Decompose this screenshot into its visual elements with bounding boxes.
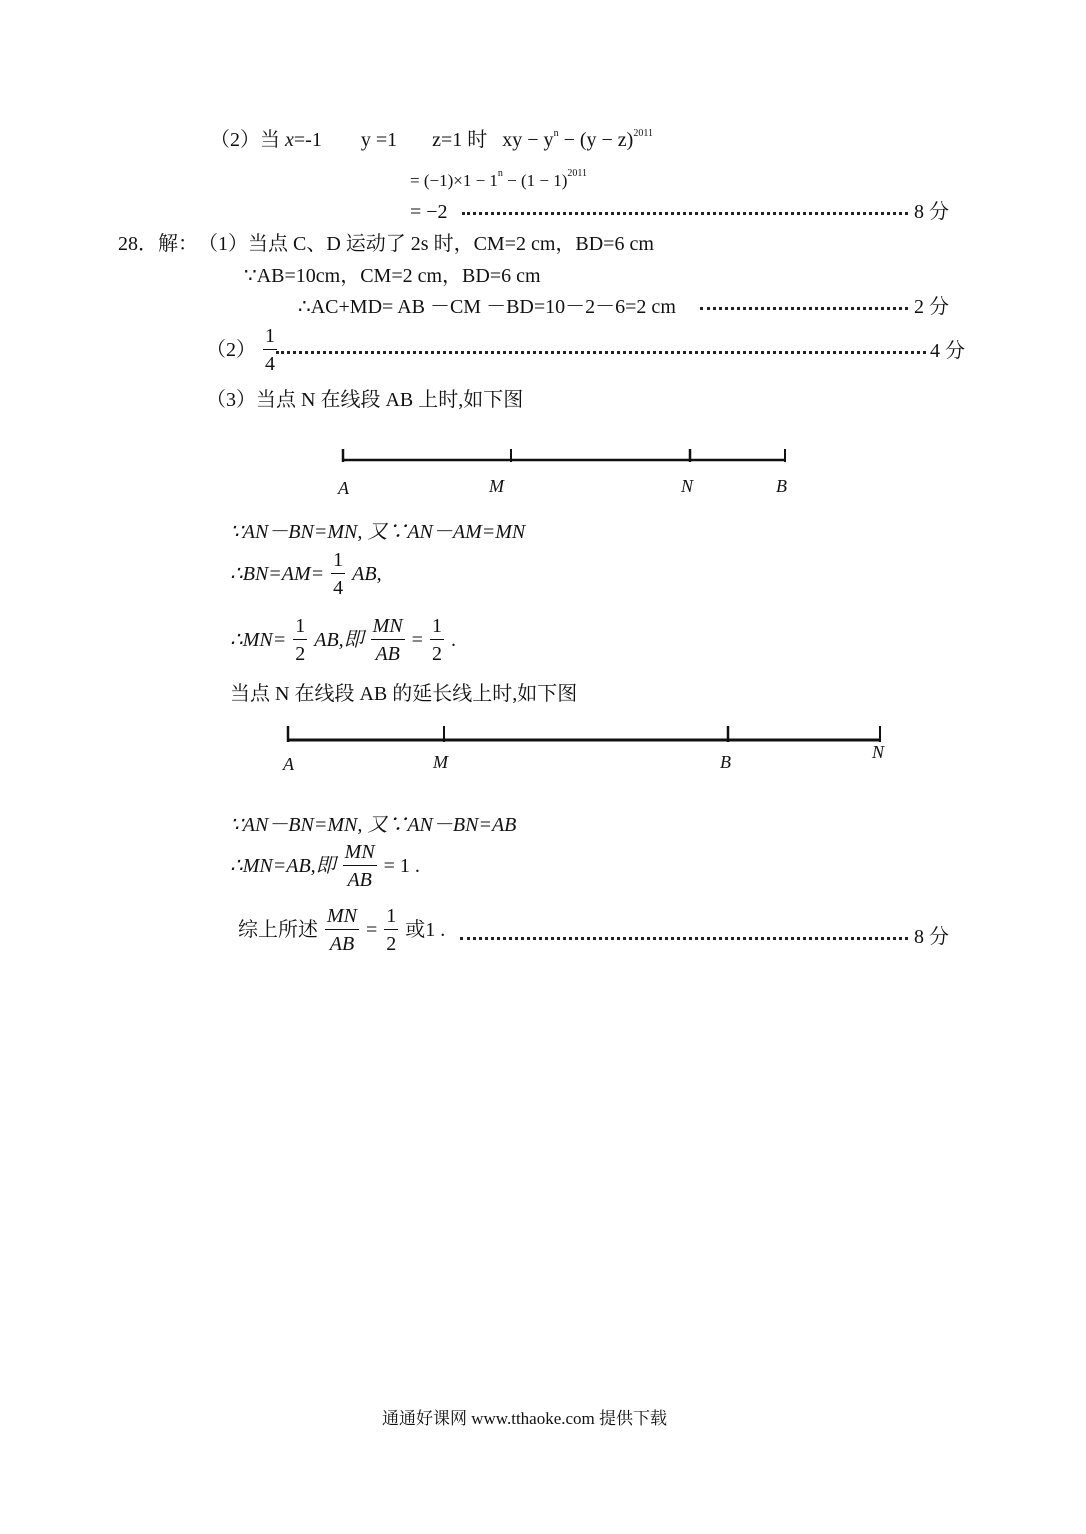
score-leader-dots	[700, 307, 908, 310]
case1-line1: ∵AN－BN=MN, 又∵AN－AM=MN	[230, 521, 526, 543]
part2-prefix: （2）	[206, 339, 256, 361]
fraction-denominator: 4	[333, 577, 344, 599]
fraction-mn-over-ab	[343, 842, 377, 890]
fraction-numerator: MN	[343, 842, 377, 866]
substitution-exp-n: n	[497, 168, 503, 179]
period: .	[450, 629, 456, 651]
q28-part1-line2: ∵AB=10cm，CM=2 cm，BD=6 cm	[244, 265, 541, 287]
case1-line3-prefix: ∴MN=	[230, 629, 287, 651]
case2-intro: 当点 N 在线段 AB 的延长线上时,如下图	[230, 683, 578, 705]
fraction-numerator: 1	[293, 616, 307, 640]
fraction-numerator: MN	[325, 906, 359, 930]
y-condition: y =1	[360, 129, 398, 151]
part2-result-line	[410, 202, 448, 222]
fraction-numerator: 1	[384, 906, 398, 930]
case2-line1: ∵AN－BN=MN, 又∵AN－BN=AB	[230, 814, 517, 836]
point-label-n: N	[681, 476, 694, 496]
q28-label: 28．解：	[118, 233, 198, 255]
fraction-denominator: 2	[295, 643, 306, 665]
fraction-one-quarter	[263, 326, 277, 374]
point-label-a: A	[338, 478, 349, 498]
fraction-numerator: 1	[430, 616, 444, 640]
fraction-denominator: 2	[431, 643, 442, 665]
fraction-denominator: 4	[265, 353, 275, 375]
q28-part1-line3: ∴AC+MD= AB －CM －BD=10－2－6=2 cm	[298, 296, 676, 318]
score-label: 2 分	[914, 296, 949, 318]
fraction-mn-over-ab	[371, 616, 405, 664]
score-label: 8 分	[914, 201, 949, 223]
fraction-denominator: AB	[329, 933, 355, 955]
part2-prefix: （2）当	[210, 129, 280, 151]
segment-diagram-1	[0, 440, 1086, 510]
summary-line	[238, 906, 445, 954]
score-label: 4 分	[930, 340, 965, 362]
expression-main: xy − y	[502, 129, 554, 151]
summary-prefix: 综上所述	[238, 919, 318, 941]
expression-exponent-n: n	[553, 128, 559, 139]
equals-sign: =	[366, 919, 378, 941]
case1-line3	[230, 616, 456, 664]
point-label-m: M	[489, 476, 504, 496]
x-value: =-1	[293, 129, 322, 151]
fraction-denominator: 2	[386, 933, 397, 955]
segment-diagram-2	[0, 716, 1086, 786]
case1-line2-suffix: AB,	[352, 563, 382, 585]
x-variable: x	[285, 129, 294, 151]
fraction-one-half	[384, 906, 398, 954]
fraction-numerator: 1	[263, 326, 277, 350]
fraction-one-half	[430, 616, 444, 664]
fraction-one-quarter	[331, 550, 345, 598]
score-leader-dots	[460, 937, 908, 940]
q28-part1-line1: （1）当点 C、D 运动了 2s 时，CM=2 cm，BD=6 cm	[198, 233, 654, 255]
part2-condition-line	[210, 130, 653, 150]
point-label-a: A	[283, 754, 294, 774]
case1-line2	[230, 550, 382, 598]
q28-part2-line	[206, 326, 279, 374]
case2-line2-prefix: ∴MN=AB,即	[230, 855, 336, 877]
case1-line3-mid: AB,即	[314, 629, 364, 651]
substitution-exp-2011: 2011	[567, 168, 588, 179]
substitution-main: = (−1)×1 − 1	[410, 171, 498, 190]
fraction-numerator: 1	[331, 550, 345, 574]
score-leader-dots	[462, 212, 908, 215]
score-label: 8 分	[914, 926, 949, 948]
expression-tail: − (y − z)	[558, 129, 634, 151]
result-value: = −2	[410, 201, 448, 223]
fraction-one-half	[293, 616, 307, 664]
part2-substitution-line	[410, 168, 588, 190]
substitution-mid: − (1 − 1)	[502, 171, 568, 190]
point-label-m: M	[433, 752, 448, 772]
case2-line2-suffix: = 1 .	[383, 855, 420, 877]
z-condition: z=1 时	[432, 129, 488, 151]
q28-part3-intro: （3）当点 N 在线段 AB 上时,如下图	[206, 389, 524, 411]
equals-sign: =	[411, 629, 423, 651]
score-leader-dots	[276, 351, 926, 354]
point-label-b: B	[720, 752, 731, 772]
case1-line2-prefix: ∴BN=AM=	[230, 563, 325, 585]
case2-line2	[230, 842, 420, 890]
page-footer: 通通好课网 www.tthaoke.com 提供下载	[382, 1409, 668, 1428]
summary-suffix: 或1 .	[405, 919, 446, 941]
point-label-n: N	[872, 742, 885, 762]
fraction-denominator: AB	[375, 643, 400, 665]
point-label-b: B	[776, 476, 787, 496]
fraction-numerator: MN	[371, 616, 405, 640]
expression-exponent-2011: 2011	[633, 128, 653, 139]
fraction-mn-over-ab	[325, 906, 359, 954]
fraction-denominator: AB	[347, 869, 372, 891]
